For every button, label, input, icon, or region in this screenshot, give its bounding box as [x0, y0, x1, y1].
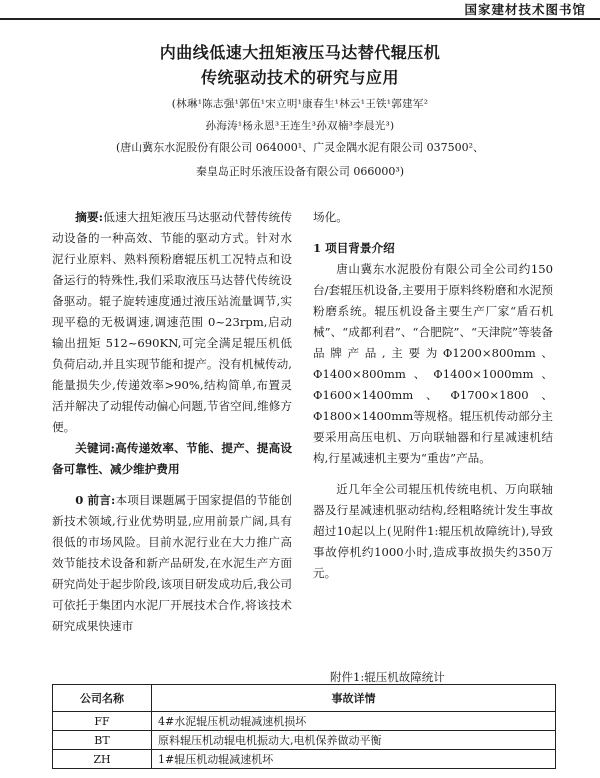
table-caption: 附件1:辊压机故障统计 — [330, 670, 445, 684]
authors-line1: (林琳¹陈志强¹郭伍¹宋立明¹康春生¹林云¹王铁¹郭建军² — [171, 98, 429, 110]
header-detail: 事故详情 — [152, 685, 556, 712]
keywords-paragraph — [52, 438, 292, 480]
authors-line2: 孙海涛¹杨永恩³王连生³孙双楠³李晨光³) — [205, 120, 395, 132]
header-label: 国家建材技术图书馆 — [458, 0, 586, 18]
cell-company: FF — [53, 712, 152, 731]
background-paragraph-2: 近几年全公司辊压机传统电机、万向联轴器及行星减速机驱动结构,经粗略统计发生事故超过10起以上(见附件1:辊压机故障统计),导致事故停机约1000小时,造成事故损失约350万元。 — [313, 482, 553, 580]
table-row — [53, 750, 556, 769]
paper-title-line1: 内曲线低速大扭矩液压马达替代辊压机 — [159, 43, 441, 62]
fault-table — [52, 684, 556, 769]
abstract-paragraph — [52, 207, 292, 438]
abstract-label: 摘要: — [75, 210, 104, 224]
affiliations-line2: 秦皇岛正时乐液压设备有限公司 066000³) — [195, 165, 405, 178]
cell-detail: 原料辊压机动辊电机振动大,电机保养做动平衡 — [152, 731, 556, 750]
header-rule — [0, 18, 600, 20]
preface-continuation: 场化。 — [313, 210, 348, 224]
affiliations-line1: (唐山冀东水泥股份有限公司 064000¹、广灵金隅水泥有限公司 037500²、 — [115, 141, 485, 154]
keywords-label: 关键词: — [75, 441, 115, 455]
preface-paragraph — [52, 490, 292, 637]
cell-company: BT — [53, 731, 152, 750]
table-row — [53, 731, 556, 750]
keywords-text: 高传递效率、节能、提产、提高设备可靠性、减少维护费用 — [52, 441, 292, 476]
spacer — [313, 469, 553, 479]
spacer — [52, 480, 292, 490]
cell-company: ZH — [53, 750, 152, 769]
preface-text: 本项目课题属于国家提倡的节能创新技术领域,行业优势明显,应用前景广阔,具有很低的市场风险。目前水泥行业在大力推广高效节能技术设备和新产品研发,在水泥生产方面研究尚处于起步阶段,该项目研发成功后,我公司可依托于集团内水泥厂开展技术合作,将该技术研究成果快速市 — [52, 493, 292, 633]
running-header — [0, 0, 600, 24]
background-paragraph-1: 唐山冀东水泥股份有限公司全公司约150台/套辊压机设备,主要用于原料终粉磨和水泥预粉磨系统。辊压机设备主要生产厂家“盾石机械”、“成都利君”、“合肥院”、“天津院”等装备品牌产品,主要为Φ1200×800mm、Φ1400×800mm、Φ1400×1000mm、Φ1600×1400mm、Φ1700×1800、Φ1800×1400mm等规格。辊压机传动部分主要采用高压电机、万向联轴器和行星减速机结构,行星减速机主要为“重齿”产品。 — [313, 262, 553, 465]
preface-label: 0 前言: — [75, 493, 116, 507]
header-company: 公司名称 — [53, 685, 152, 712]
paper-title-line2: 传统驱动技术的研究与应用 — [200, 68, 399, 87]
cell-detail: 4#水泥辊压机动辊减速机损坏 — [152, 712, 556, 731]
right-column — [313, 207, 553, 584]
left-column — [52, 207, 292, 637]
cell-detail: 1#辊压机动辊减速机坏 — [152, 750, 556, 769]
table-header-row — [53, 685, 556, 712]
abstract-text: 低速大扭矩液压马达驱动代替传统传动设备的一种高效、节能的驱动方式。针对水泥行业原料、熟料预粉磨辊压机工况特点和设备运行的特殊性,我们采取液压马达替代传统设备驱动。辊子旋转速度通过液压站流量调节,实现平稳的无极调速,调速范围 0~23rpm,启动输出扭矩 512~690KN,可完全满足辊压机低负荷启动,并且实现节能和提产。没有机械传动,能量损失少,传递效率>90%,结构简单,布置灵活并解决了动辊传动偏心问题,节省空间,维修方便。 — [52, 210, 292, 434]
section1-heading: 1 项目背景介绍 — [313, 241, 395, 255]
table-row — [53, 712, 556, 731]
spacer — [313, 228, 553, 238]
